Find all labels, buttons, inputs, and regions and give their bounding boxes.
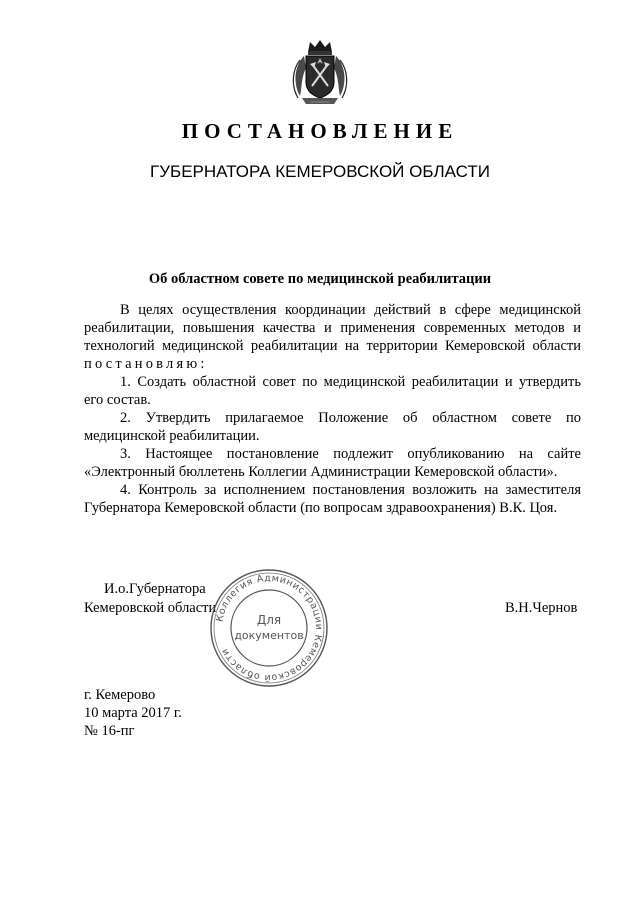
stamp-ring-text: Коллегия Администрации Кемеровской области — [214, 572, 325, 684]
stamp-center-line1: Для — [256, 613, 282, 627]
issue-place: г. Кемерово — [84, 687, 156, 703]
document-type-title: ПОСТАНОВЛЕНИЕ — [181, 119, 459, 143]
signatory-name: В.Н.Чернов — [505, 600, 578, 616]
document-body — [84, 301, 581, 517]
preamble-paragraph — [84, 301, 581, 373]
preamble-text: В целях осуществления координации действий в сфере медицинской реабилитации, повышения качества и применения современных методов и технологий медицинской реабилитации на территории Кемеровской области — [84, 302, 581, 354]
list-item: 3. Настоящее постановление подлежит опубликованию на сайте «Электронный бюллетень Коллегии Администрации Кемеровской области». — [84, 446, 581, 480]
list-item: 2. Утвердить прилагаемое Положение об областном совете по медицинской реабилитации. — [84, 410, 581, 444]
document-title: Об областном совете по медицинской реабилитации — [148, 271, 492, 287]
signatory-position-line1: И.о.Губернатора — [104, 581, 206, 597]
list-item: 1. Создать областной совет по медицинской реабилитации и утвердить его состав. — [84, 374, 581, 408]
preamble-keyword: постановляю: — [84, 356, 208, 372]
issuer-subtitle: ГУБЕРНАТОРА КЕМЕРОВСКОЙ ОБЛАСТИ — [150, 162, 490, 181]
issue-date: 10 марта 2017 г. — [84, 705, 182, 721]
document-number: № 16-пг — [84, 723, 135, 739]
official-stamp — [206, 565, 332, 691]
coat-of-arms-icon — [290, 38, 350, 110]
signatory-position-line2: Кемеровской области — [84, 600, 217, 616]
stamp-center-line2: документов — [234, 629, 304, 642]
document-footer — [84, 686, 182, 740]
list-item: 4. Контроль за исполнением постановления возложить на заместителя Губернатора Кемеровской области (по вопросам здравоохранения) В.К. Цоя. — [84, 482, 581, 516]
